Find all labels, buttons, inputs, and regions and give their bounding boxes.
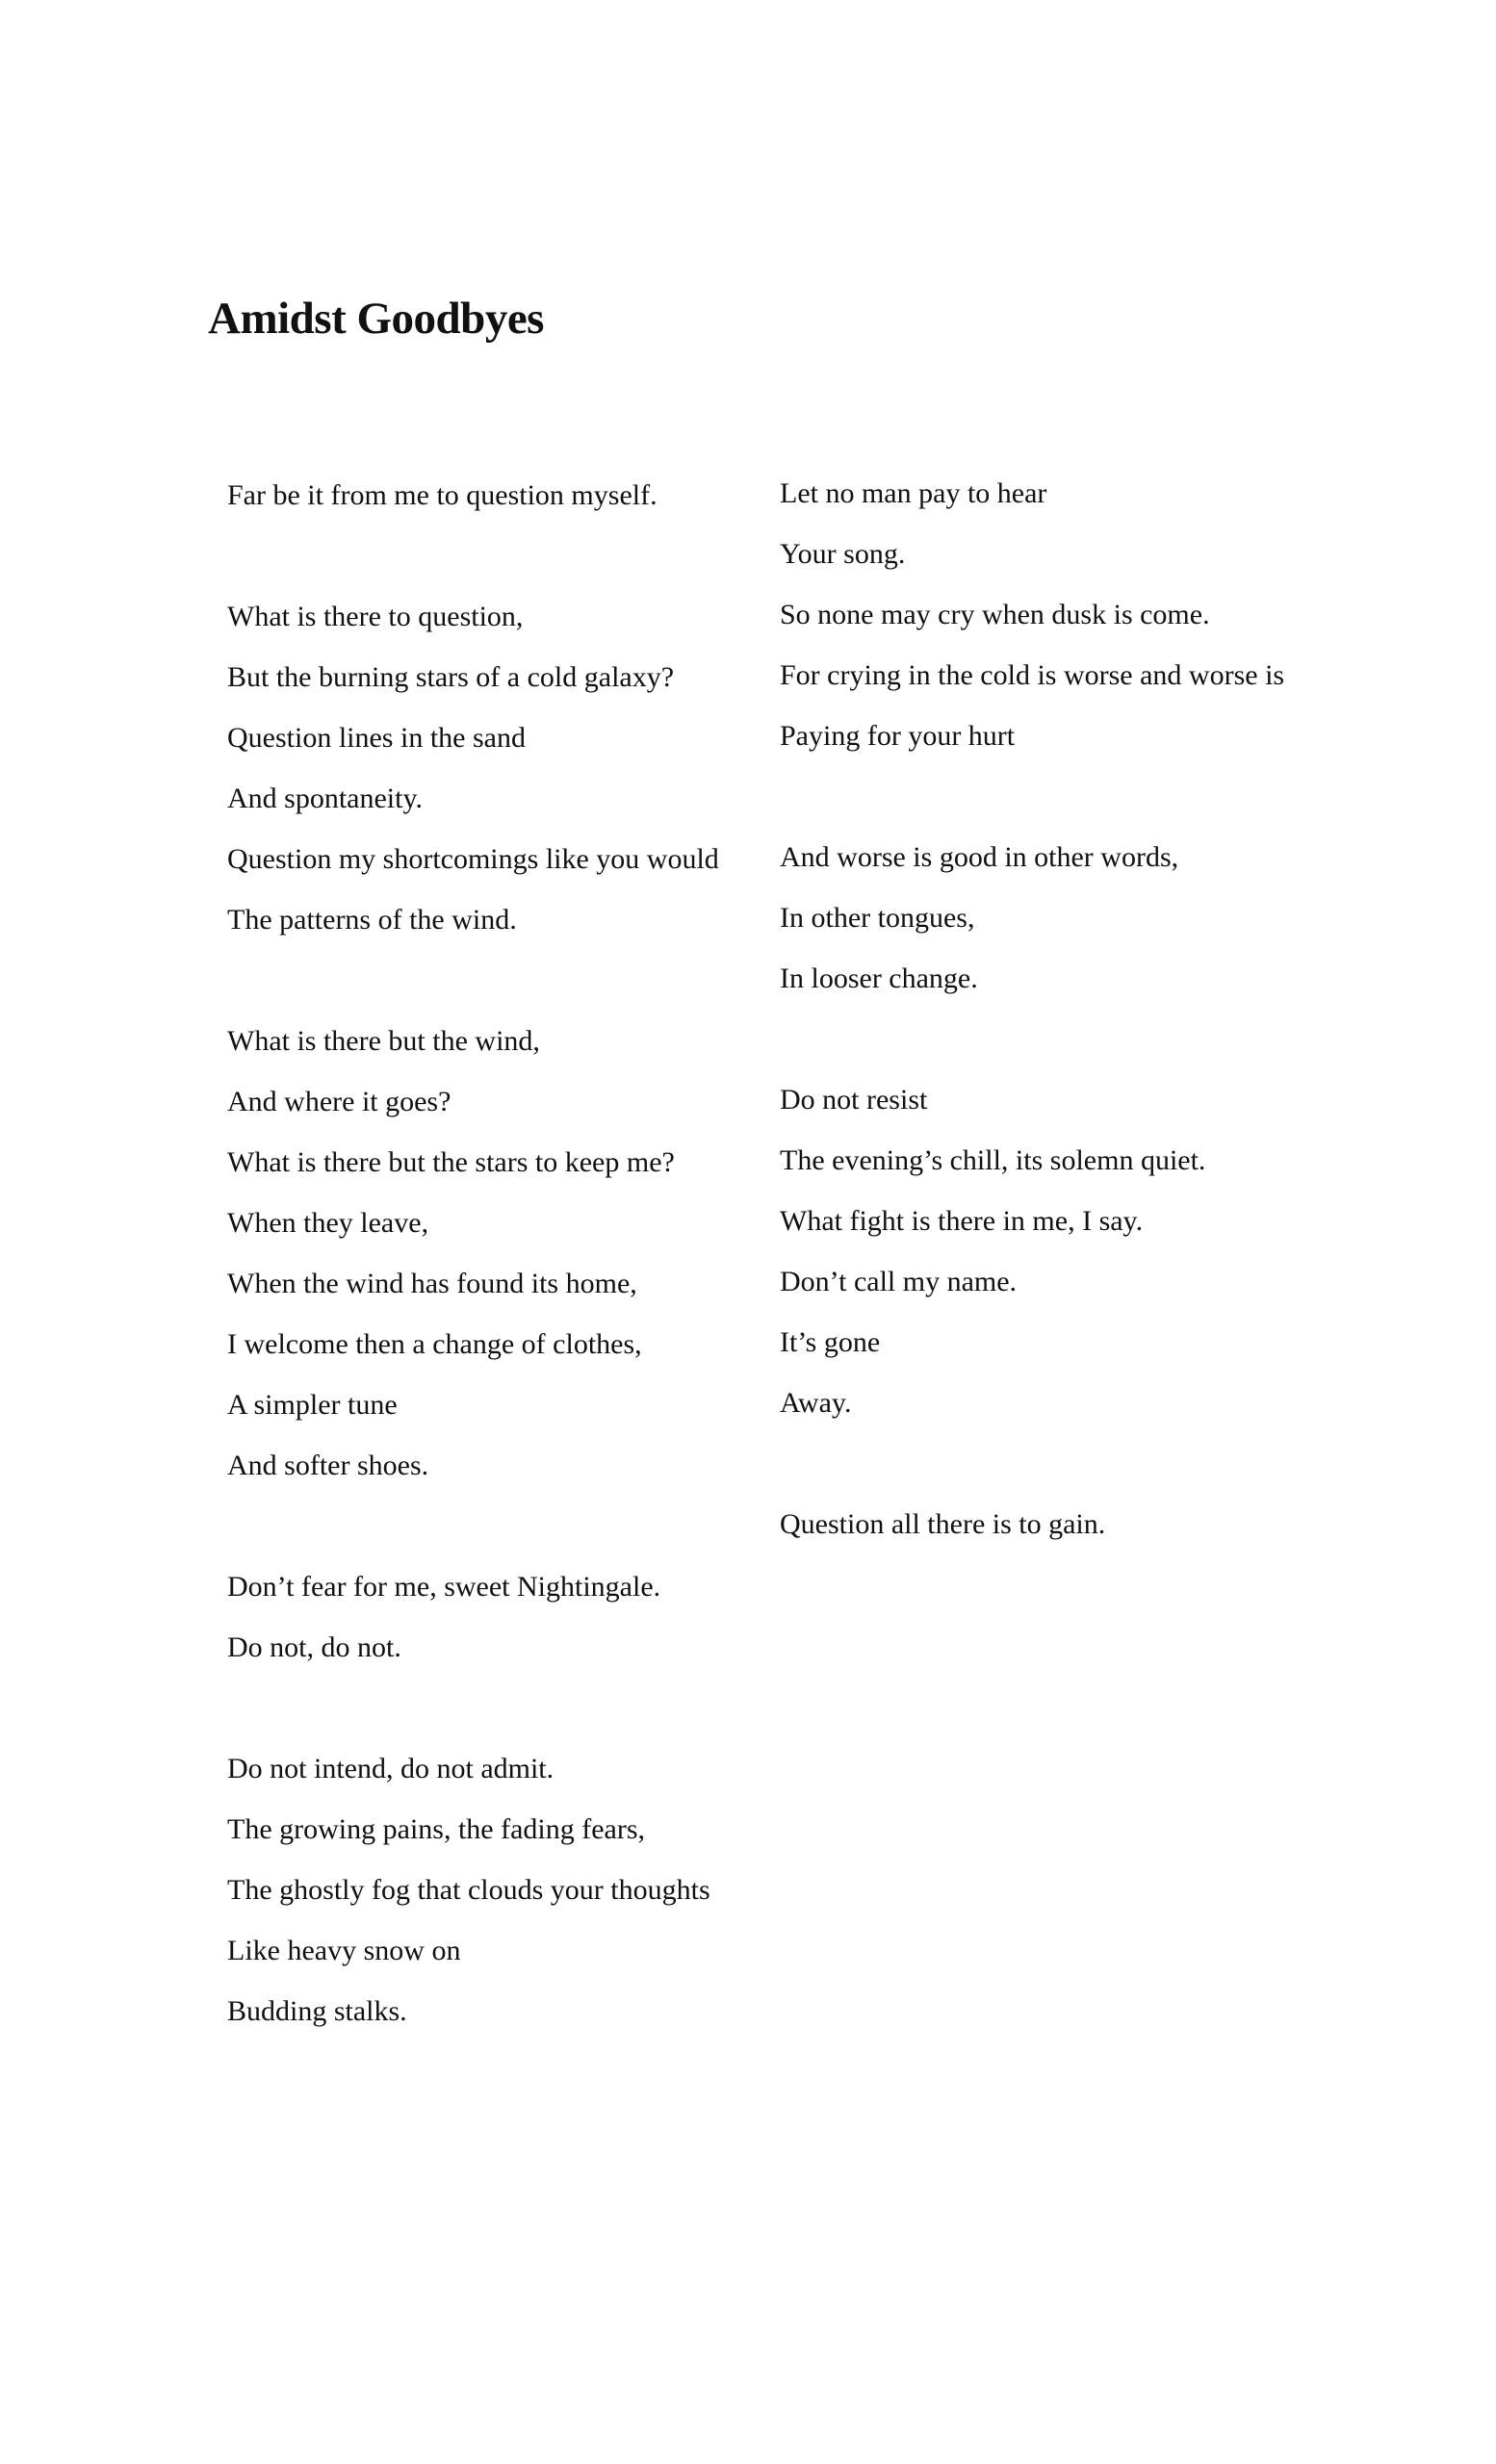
poem-line: But the burning stars of a cold galaxy? [227, 661, 675, 693]
poem-line: And softer shoes. [227, 1450, 429, 1481]
poem-right-column [780, 463, 1319, 1554]
poem-line: I welcome then a change of clothes, [227, 1328, 642, 1360]
poem-line: When they leave, [227, 1207, 429, 1239]
poem-line: What is there to question, [227, 601, 524, 632]
stanza-break [227, 950, 766, 1011]
poem-line: Like heavy snow on [227, 1935, 461, 1966]
poem-line: Let no man pay to hear [780, 477, 1047, 509]
poem-line: Question all there is to gain. [780, 1508, 1106, 1540]
poem-line: Away. [780, 1387, 852, 1419]
poem-line: Don’t call my name. [780, 1266, 1018, 1297]
poem-line: And where it goes? [227, 1086, 451, 1117]
poem-left-column [227, 465, 766, 2041]
poem-line: It’s gone [780, 1326, 881, 1358]
poem-line: Question lines in the sand [227, 722, 526, 754]
poem-line: What is there but the wind, [227, 1025, 540, 1057]
poem-line: A simpler tune [227, 1389, 398, 1421]
poem-line: What is there but the stars to keep me? [227, 1146, 675, 1178]
poem-line: The evening’s chill, its solemn quiet. [780, 1144, 1206, 1176]
poem-line: Do not intend, do not admit. [227, 1753, 555, 1784]
poem-line: So none may cry when dusk is come. [780, 599, 1210, 630]
stanza-break [227, 1678, 766, 1738]
stanza-break [780, 1009, 1319, 1069]
stanza-break [780, 766, 1319, 827]
poem-line: And spontaneity. [227, 783, 424, 814]
poem-line: Question my shortcomings like you would [227, 843, 719, 875]
poem-line: And worse is good in other words, [780, 841, 1179, 873]
poem-line: For crying in the cold is worse and worse is [780, 659, 1285, 691]
poem-line: Paying for your hurt [780, 720, 1016, 752]
poem-line: Do not, do not. [227, 1631, 401, 1663]
poem-line: Budding stalks. [227, 1995, 407, 2027]
stanza-break [227, 526, 766, 586]
stanza-break [227, 1496, 766, 1556]
poem-line: Your song. [780, 538, 906, 570]
poem-line: In other tongues, [780, 902, 975, 934]
stanza-break [780, 1433, 1319, 1494]
poem-line: Don’t fear for me, sweet Nightingale. [227, 1571, 661, 1603]
poem-line: The patterns of the wind. [227, 904, 517, 936]
poem-line: What fight is there in me, I say. [780, 1205, 1144, 1237]
poem-line: The growing pains, the fading fears, [227, 1813, 646, 1845]
poem-line: In looser change. [780, 962, 978, 994]
poem-line: Far be it from me to question myself. [227, 479, 658, 511]
poem-title: Amidst Goodbyes [208, 294, 544, 344]
poem-line: The ghostly fog that clouds your thoughts [227, 1874, 710, 1906]
poem-line: When the wind has found its home, [227, 1268, 637, 1299]
poem-line: Do not resist [780, 1084, 928, 1116]
